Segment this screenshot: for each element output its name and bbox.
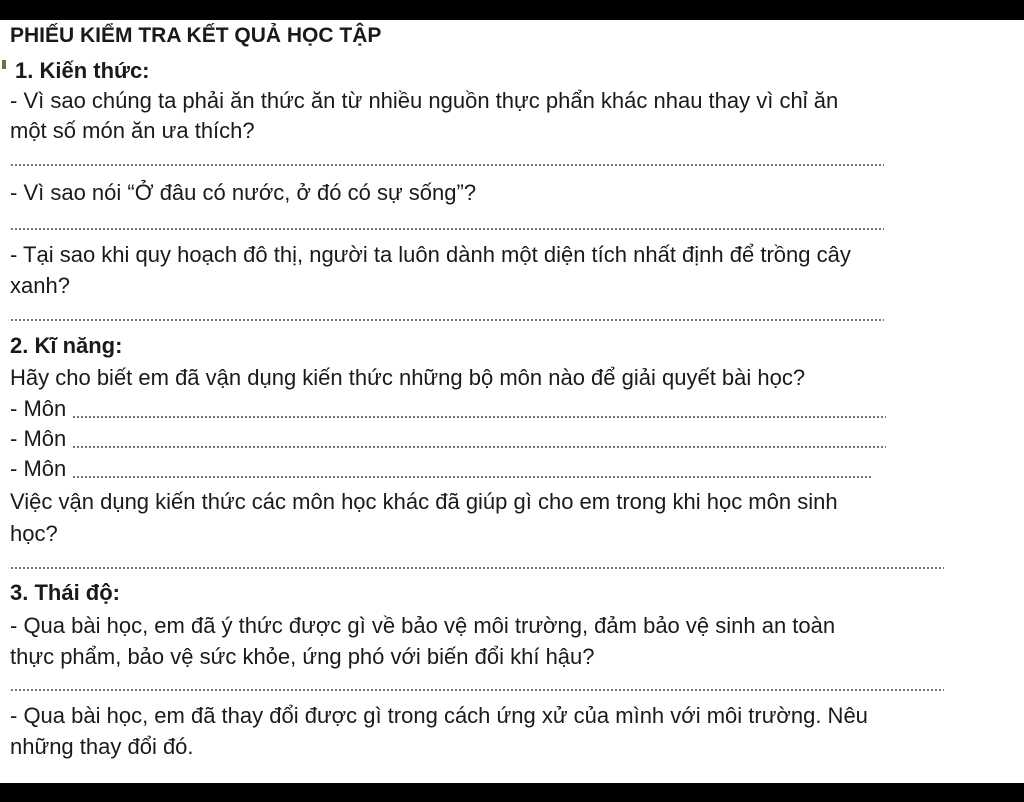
section-2-heading: 2. Kĩ năng: — [10, 333, 123, 358]
subject-line — [10, 456, 872, 482]
section-3-heading: 3. Thái độ: — [10, 580, 120, 605]
answer-line — [10, 319, 884, 321]
subject-label: - Môn — [10, 396, 67, 421]
subject-label: - Môn — [10, 456, 67, 481]
section-3-question-1-line-1: - Qua bài học, em đã ý thức được gì về bảo vệ môi trường, đảm bảo vệ sinh an toàn — [10, 613, 836, 638]
answer-line — [10, 689, 944, 691]
section-3-question-1-line-2: thực phẩm, bảo vệ sức khỏe, ứng phó với biến đổi khí hậu? — [10, 644, 595, 669]
section-1-question-2: - Vì sao nói “Ở đâu có nước, ở đó có sự sống”? — [10, 180, 477, 205]
answer-line — [72, 416, 886, 418]
answer-line — [72, 446, 886, 448]
section-1-heading: 1. Kiến thức: — [15, 58, 150, 83]
section-1-question-3-line-1: - Tại sao khi quy hoạch đô thị, người ta luôn dành một diện tích nhất định để trồng cây — [10, 242, 851, 267]
section-2-prompt: Hãy cho biết em đã vận dụng kiến thức những bộ môn nào để giải quyết bài học? — [10, 365, 806, 390]
subject-label: - Môn — [10, 426, 67, 451]
section-3-question-2-line-1: - Qua bài học, em đã thay đổi được gì trong cách ứng xử của mình với môi trường. Nêu — [10, 703, 868, 728]
subject-line — [10, 396, 886, 422]
worksheet-title: PHIẾU KIỂM TRA KẾT QUẢ HỌC TẬP — [10, 24, 382, 47]
section-2-question-line-1: Việc vận dụng kiến thức các môn học khác đã giúp gì cho em trong khi học môn sinh — [10, 489, 838, 514]
answer-line — [10, 228, 884, 230]
subject-line — [10, 426, 886, 452]
stray-mark — [2, 60, 6, 69]
section-1-question-3-line-2: xanh? — [10, 273, 70, 298]
answer-line — [10, 567, 944, 569]
section-1-question-1-line-1: - Vì sao chúng ta phải ăn thức ăn từ nhiều nguồn thực phẩn khác nhau thay vì chỉ ăn — [10, 88, 839, 113]
answer-line — [10, 164, 884, 166]
worksheet-page — [0, 20, 1024, 783]
section-1-question-1-line-2: một số món ăn ưa thích? — [10, 118, 255, 143]
section-3-question-2-line-2: những thay đổi đó. — [10, 734, 194, 759]
section-2-question-line-2: học? — [10, 521, 58, 546]
answer-line — [72, 476, 872, 478]
